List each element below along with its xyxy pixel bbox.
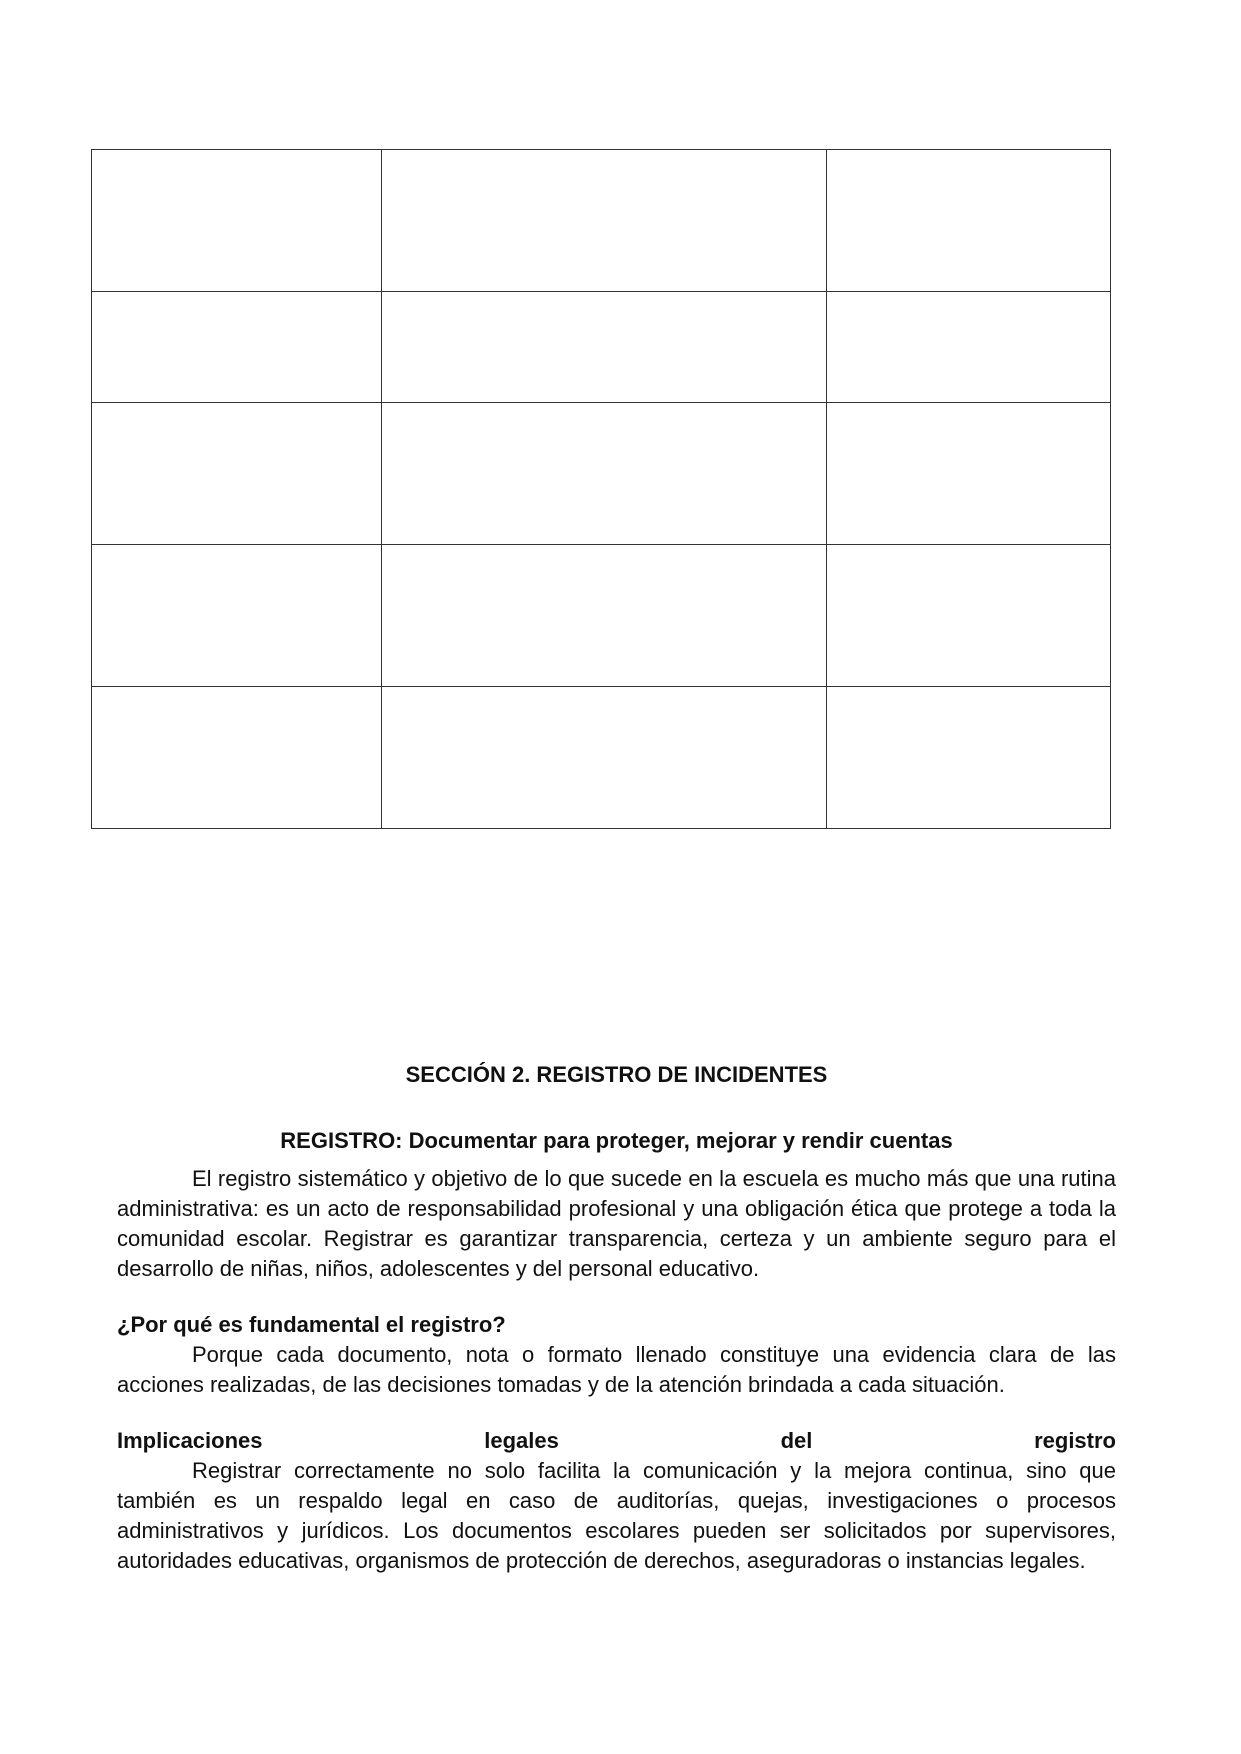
why-block [117,1310,1116,1400]
table-cell [382,545,827,687]
legal-paragraph: Registrar correctamente no solo facilita la comunicación y la mejora continua, sino que también es un respaldo legal en caso de auditorías, quejas, investigaciones o procesos administrativos y jurídicos. Los documentos escolares pueden ser solicitados por supervisores, autoridades educativas, organismos de protección de derechos, aseguradoras o instancias legales. [117,1458,1116,1573]
table-cell [827,687,1111,829]
legal-block [117,1426,1116,1576]
section-incident-registry [117,1060,1116,1576]
table-cell [382,150,827,292]
table-cell [827,545,1111,687]
table-cell [827,292,1111,403]
table-row [92,687,1111,829]
section-subtitle: REGISTRO: Documentar para proteger, mejorar y rendir cuentas [280,1128,953,1153]
why-paragraph: Porque cada documento, nota o formato llenado constituye una evidencia clara de las acciones realizadas, de las decisiones tomadas y de la atención brindada a cada situación. [117,1342,1116,1397]
table-cell [382,292,827,403]
legal-heading-word: del [780,1428,813,1453]
table-cell [92,292,382,403]
table-cell [382,687,827,829]
table-cell [92,150,382,292]
table-cell [92,403,382,545]
table-row [92,403,1111,545]
table-cell [827,403,1111,545]
table-cell [382,403,827,545]
why-heading: ¿Por qué es fundamental el registro? [117,1312,506,1337]
table-row [92,150,1111,292]
table-cell [92,545,382,687]
legal-heading-word: Implicaciones [117,1428,263,1453]
table-row [92,545,1111,687]
section-title: SECCIÓN 2. REGISTRO DE INCIDENTES [405,1062,828,1087]
legal-heading-word: legales [484,1428,559,1453]
legal-heading-word: registro [1034,1428,1116,1453]
table-row [92,292,1111,403]
table-cell [827,150,1111,292]
table-cell [92,687,382,829]
empty-table [91,149,1111,829]
intro-paragraph: El registro sistemático y objetivo de lo que sucede en la escuela es mucho más que una rutina administrativa: es un acto de responsabilidad profesional y una obligación ética que protege a toda la comunidad escolar. Registrar es garantizar transparencia, certeza y un ambiente seguro para el desarrollo de niñas, niños, adolescentes y del personal educativo. [117,1166,1116,1281]
legal-heading [117,1426,1116,1456]
